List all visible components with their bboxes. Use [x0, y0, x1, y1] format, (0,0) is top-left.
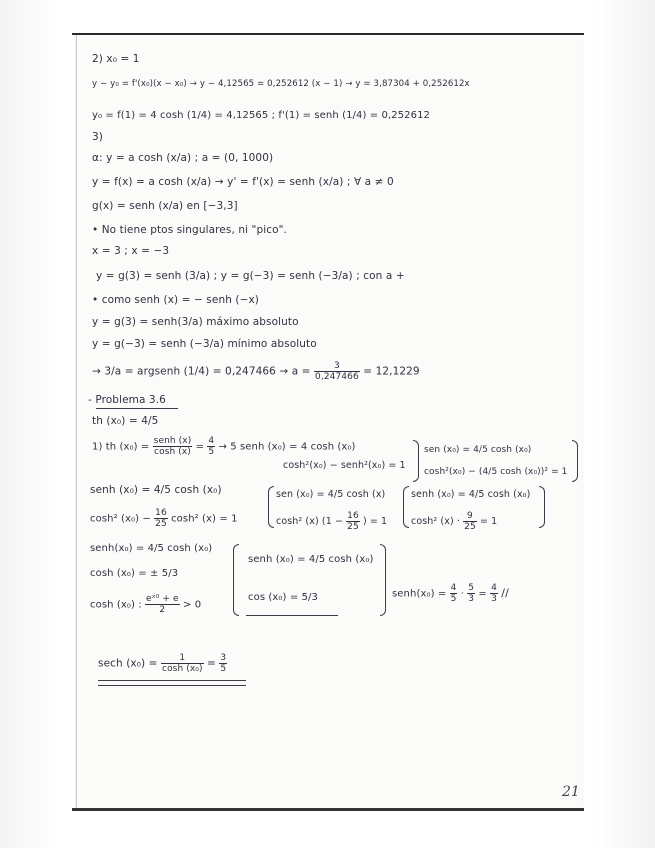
nine-25 [463, 511, 477, 532]
tanh-numerator: senh (x) [153, 436, 192, 446]
no-singular-points-note: • No tiene ptos singulares, ni "pico". [92, 224, 287, 236]
y0-and-derivative: y₀ = f(1) = 4 cosh (1/4) = 4,12565 ; f'(1) = senh (1/4) = 0,252612 [92, 110, 431, 121]
system2-fraction-denominator: 25 [347, 522, 359, 532]
result-frac-1-denominator: 5 [450, 594, 457, 604]
odd-function-note: • como senh (x) = − senh (−x) [92, 294, 259, 306]
result-frac-2-numerator: 5 [468, 583, 475, 593]
system3-row2-rhs: = 1 [479, 516, 498, 527]
three-fifths [219, 653, 227, 674]
step1-implication: → 5 senh (x₀) = 4 cosh (x₀) [218, 441, 356, 453]
catenary-derivative: y = f(x) = a cosh (x/a) → y' = f'(x) = senh (x/a) ; ∀ a ≠ 0 [92, 176, 394, 188]
cosh-definition-fraction [145, 594, 180, 615]
sech-underline-1 [98, 680, 246, 681]
pythagorean-identity: cosh²(x₀) − senh²(x₀) = 1 [283, 460, 406, 471]
system1-row1: sen (x₀) = 4/5 cosh (x₀) [424, 445, 532, 455]
system4-underline [246, 615, 338, 616]
sech-underline-2 [98, 685, 246, 686]
endpoints: x = 3 ; x = −3 [92, 245, 170, 257]
sixteen-25-denominator: 25 [155, 519, 167, 529]
system-brace-1-close [572, 440, 578, 482]
step2-cosh-rhs: cosh² (x) = 1 [171, 513, 238, 525]
step3-senh: senh(x₀) = 4/5 cosh (x₀) [90, 543, 213, 554]
item-3-heading: 3) [92, 131, 103, 143]
step3-cosh-positive [90, 594, 201, 615]
system3-row2 [411, 511, 497, 532]
sech-equals: = [207, 657, 216, 670]
system-brace-1 [413, 440, 419, 482]
problem-heading: - Problema 3.6 [88, 394, 166, 406]
step1-lhs: 1) th (x₀) = [92, 441, 150, 453]
catenary-definition: α: y = a cosh (x/a) ; a = (0, 1000) [92, 152, 274, 164]
step2-senh: senh (x₀) = 4/5 cosh (x₀) [90, 484, 222, 496]
a-fraction-denominator: 0,247466 [315, 372, 359, 382]
system-brace-3-close [539, 486, 545, 528]
system3-row2-lhs: cosh² (x) · [411, 516, 461, 527]
system1-row2: cosh²(x₀) − (4/5 cosh (x₀))² = 1 [424, 467, 568, 477]
step3-cosh-pm: cosh (x₀) = ± 5/3 [90, 568, 179, 579]
system2-row2-rhs: ) = 1 [362, 516, 388, 527]
item-2-heading: 2) x₀ = 1 [92, 53, 140, 65]
sech-fraction-numerator: 1 [161, 653, 204, 664]
four-fifths-denominator: 5 [208, 447, 215, 457]
cosh-definition-denominator: 2 [159, 605, 166, 615]
sech-fraction [161, 653, 204, 674]
tangent-line-equation: y − y₀ = f'(x₀)(x − x₀) → y − 4,12565 = 0,252612 (x − 1) → y = 3,87304 + 0,252612x [92, 79, 470, 89]
absolute-maximum: y = g(3) = senh(3/a) máximo absoluto [92, 316, 299, 328]
result-frac-3-denominator: 3 [491, 594, 497, 604]
result-frac-1-numerator: 4 [450, 583, 457, 593]
problem-heading-underline [96, 408, 178, 409]
page-number: 21 [562, 784, 580, 800]
nine-25-denominator: 25 [464, 522, 476, 532]
page-top-edge [72, 33, 584, 35]
system-brace-4 [233, 544, 239, 616]
a-solution-result: = 12,1229 [363, 365, 420, 378]
cosh-definition-numerator: eˣ⁰ + e [146, 594, 179, 604]
four-fifths-numerator: 4 [208, 436, 215, 446]
system4-row2: cos (x₀) = 5/3 [248, 592, 318, 603]
tanh-denominator: cosh (x) [154, 447, 191, 457]
system3-row1: senh (x₀) = 4/5 cosh (x₀) [411, 489, 531, 500]
senh-result [392, 583, 509, 604]
a-fraction-numerator: 3 [314, 361, 360, 372]
sech-fraction-denominator: cosh (x₀) [162, 664, 203, 674]
three-fifths-denominator: 5 [220, 664, 227, 674]
page-bottom-edge [72, 808, 584, 811]
double-slash-mark: // [501, 586, 509, 600]
sech-lhs: sech (x₀) = [98, 657, 158, 670]
system2-row1: sen (x₀) = 4/5 cosh (x) [276, 489, 386, 500]
system-brace-4-close [380, 544, 386, 616]
result-frac-3 [490, 583, 498, 604]
a-solution-lhs: → 3/a = argsenh (1/4) = 0,247466 → a = [92, 365, 311, 378]
three-fifths-numerator: 3 [220, 653, 227, 663]
system2-fraction [346, 511, 360, 532]
result-equals: = [478, 588, 487, 600]
sixteen-25-numerator: 16 [155, 508, 167, 518]
sixteen-25 [154, 508, 168, 529]
nine-25-numerator: 9 [463, 511, 477, 522]
step1-identity [92, 436, 356, 457]
result-frac-2-denominator: 3 [468, 594, 475, 604]
system-brace-2 [268, 486, 274, 528]
g-values: y = g(3) = senh (3/a) ; y = g(−3) = senh (−3/a) ; con a + [96, 270, 405, 282]
step2-cosh-lhs: cosh² (x₀) − [90, 513, 151, 525]
senh-result-lhs: senh(x₀) = [392, 588, 447, 600]
four-fifths [207, 436, 215, 457]
system4-row1: senh (x₀) = 4/5 cosh (x₀) [248, 554, 374, 565]
system2-row2 [276, 511, 387, 532]
system2-fraction-numerator: 16 [347, 511, 359, 521]
cosh-definition-rhs: > 0 [182, 599, 202, 611]
a-solution [92, 361, 420, 382]
g-definition: g(x) = senh (x/a) en [−3,3] [92, 200, 238, 212]
result-frac-2 [467, 583, 475, 604]
th-given: th (x₀) = 4/5 [92, 415, 159, 427]
result-dot: · [460, 588, 464, 600]
tanh-fraction [153, 436, 193, 457]
sech-result [98, 653, 227, 674]
cosh-definition-lhs: cosh (x₀) : [90, 599, 142, 611]
result-frac-1 [450, 583, 458, 604]
a-fraction [314, 361, 360, 382]
absolute-minimum: y = g(−3) = senh (−3/a) mínimo absoluto [92, 338, 317, 350]
step1-equals: = [195, 441, 205, 453]
system-brace-3 [403, 486, 409, 528]
step2-cosh [90, 508, 238, 529]
system2-row2-lhs: cosh² (x) (1 − [276, 516, 344, 527]
result-frac-3-numerator: 4 [491, 583, 497, 593]
